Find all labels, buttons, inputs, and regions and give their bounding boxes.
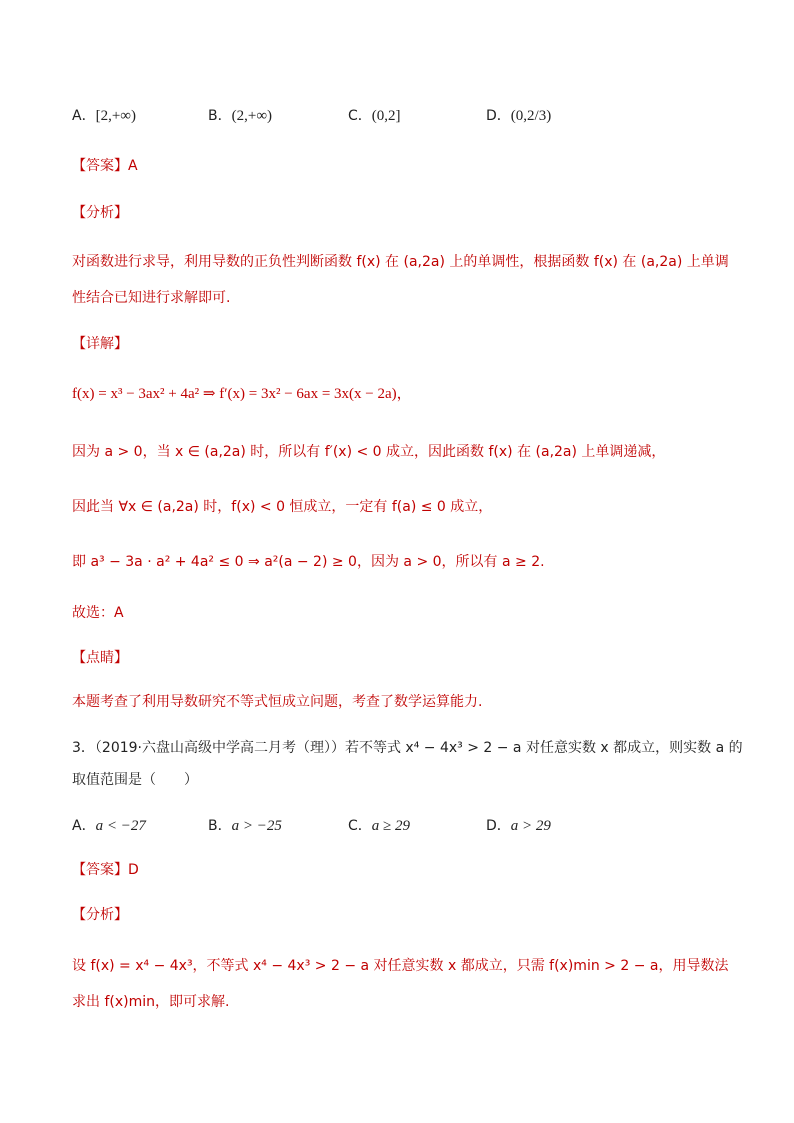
option-d: [486, 106, 551, 126]
analysis-text: 对函数进行求导，利用导数的正负性判断函数 f(x) 在 (a,2a) 上的单调性，根据函数 f(x) 在 (a,2a) 上单调性结合已知进行求解即可.: [72, 254, 729, 306]
option-value: a > −25: [231, 818, 282, 834]
answer-heading: 【答案】A: [72, 158, 138, 174]
detail-line: f(x) = x³ − 3ax² + 4a² ⇒ f′(x) = 3x² − 6ax = 3x(x − 2a)，: [72, 386, 412, 402]
option-label: C．: [348, 818, 372, 834]
option-b: [208, 816, 282, 836]
comment-text: 本题考查了利用导数研究不等式恒成立问题，考查了数学运算能力.: [72, 694, 483, 710]
option-label: D．: [486, 108, 511, 124]
option-label: A．: [72, 818, 96, 834]
comment-heading: 【点睛】: [72, 650, 128, 666]
option-c: [348, 106, 401, 126]
option-label: B．: [208, 108, 232, 124]
option-value: (0,2/3): [510, 108, 552, 124]
question-stem: 3．（2019·六盘山高级中学高二月考（理））若不等式 x⁴ − 4x³ > 2 − a 对任意实数 x 都成立，则实数 a 的: [72, 740, 743, 756]
option-b: [208, 106, 272, 126]
detail-line: 即 a³ − 3a · a² + 4a² ≤ 0 ⇒ a²(a − 2) ≥ 0，因为 a > 0，所以有 a ≥ 2.: [72, 554, 545, 570]
option-value: (0,2]: [371, 108, 401, 124]
option-label: C．: [348, 108, 372, 124]
option-label: B．: [208, 818, 232, 834]
analysis-text: 设 f(x) = x⁴ − 4x³，不等式 x⁴ − 4x³ > 2 − a 对任意实数 x 都成立，只需 f(x)min > 2 − a，用导数法求出 f(x)min，即可求解.: [72, 958, 729, 1010]
option-value: [2,+∞): [95, 108, 136, 124]
option-value: (2,+∞): [231, 108, 273, 124]
option-c: [348, 816, 410, 836]
option-label: A．: [72, 108, 96, 124]
analysis-heading: 【分析】: [72, 205, 128, 221]
detail-heading: 【详解】: [72, 336, 128, 352]
option-value: a ≥ 29: [371, 818, 411, 834]
choice-text: 故选：A: [72, 605, 124, 621]
detail-line: 因此当 ∀x ∈ (a,2a) 时，f(x) < 0 恒成立，一定有 f(a) ≤ 0 成立，: [72, 499, 493, 515]
option-d: [486, 816, 551, 836]
option-value: a < −27: [95, 818, 146, 834]
option-label: D．: [486, 818, 511, 834]
analysis-heading: 【分析】: [72, 907, 128, 923]
option-a: [72, 106, 136, 126]
detail-line: 因为 a > 0，当 x ∈ (a,2a) 时，所以有 f′(x) < 0 成立，因此函数 f(x) 在 (a,2a) 上单调递减，: [72, 444, 666, 460]
answer-heading: 【答案】D: [72, 862, 139, 878]
option-a: [72, 816, 146, 836]
question-stem: 取值范围是（ ）: [72, 772, 198, 788]
option-value: a > 29: [510, 818, 551, 834]
